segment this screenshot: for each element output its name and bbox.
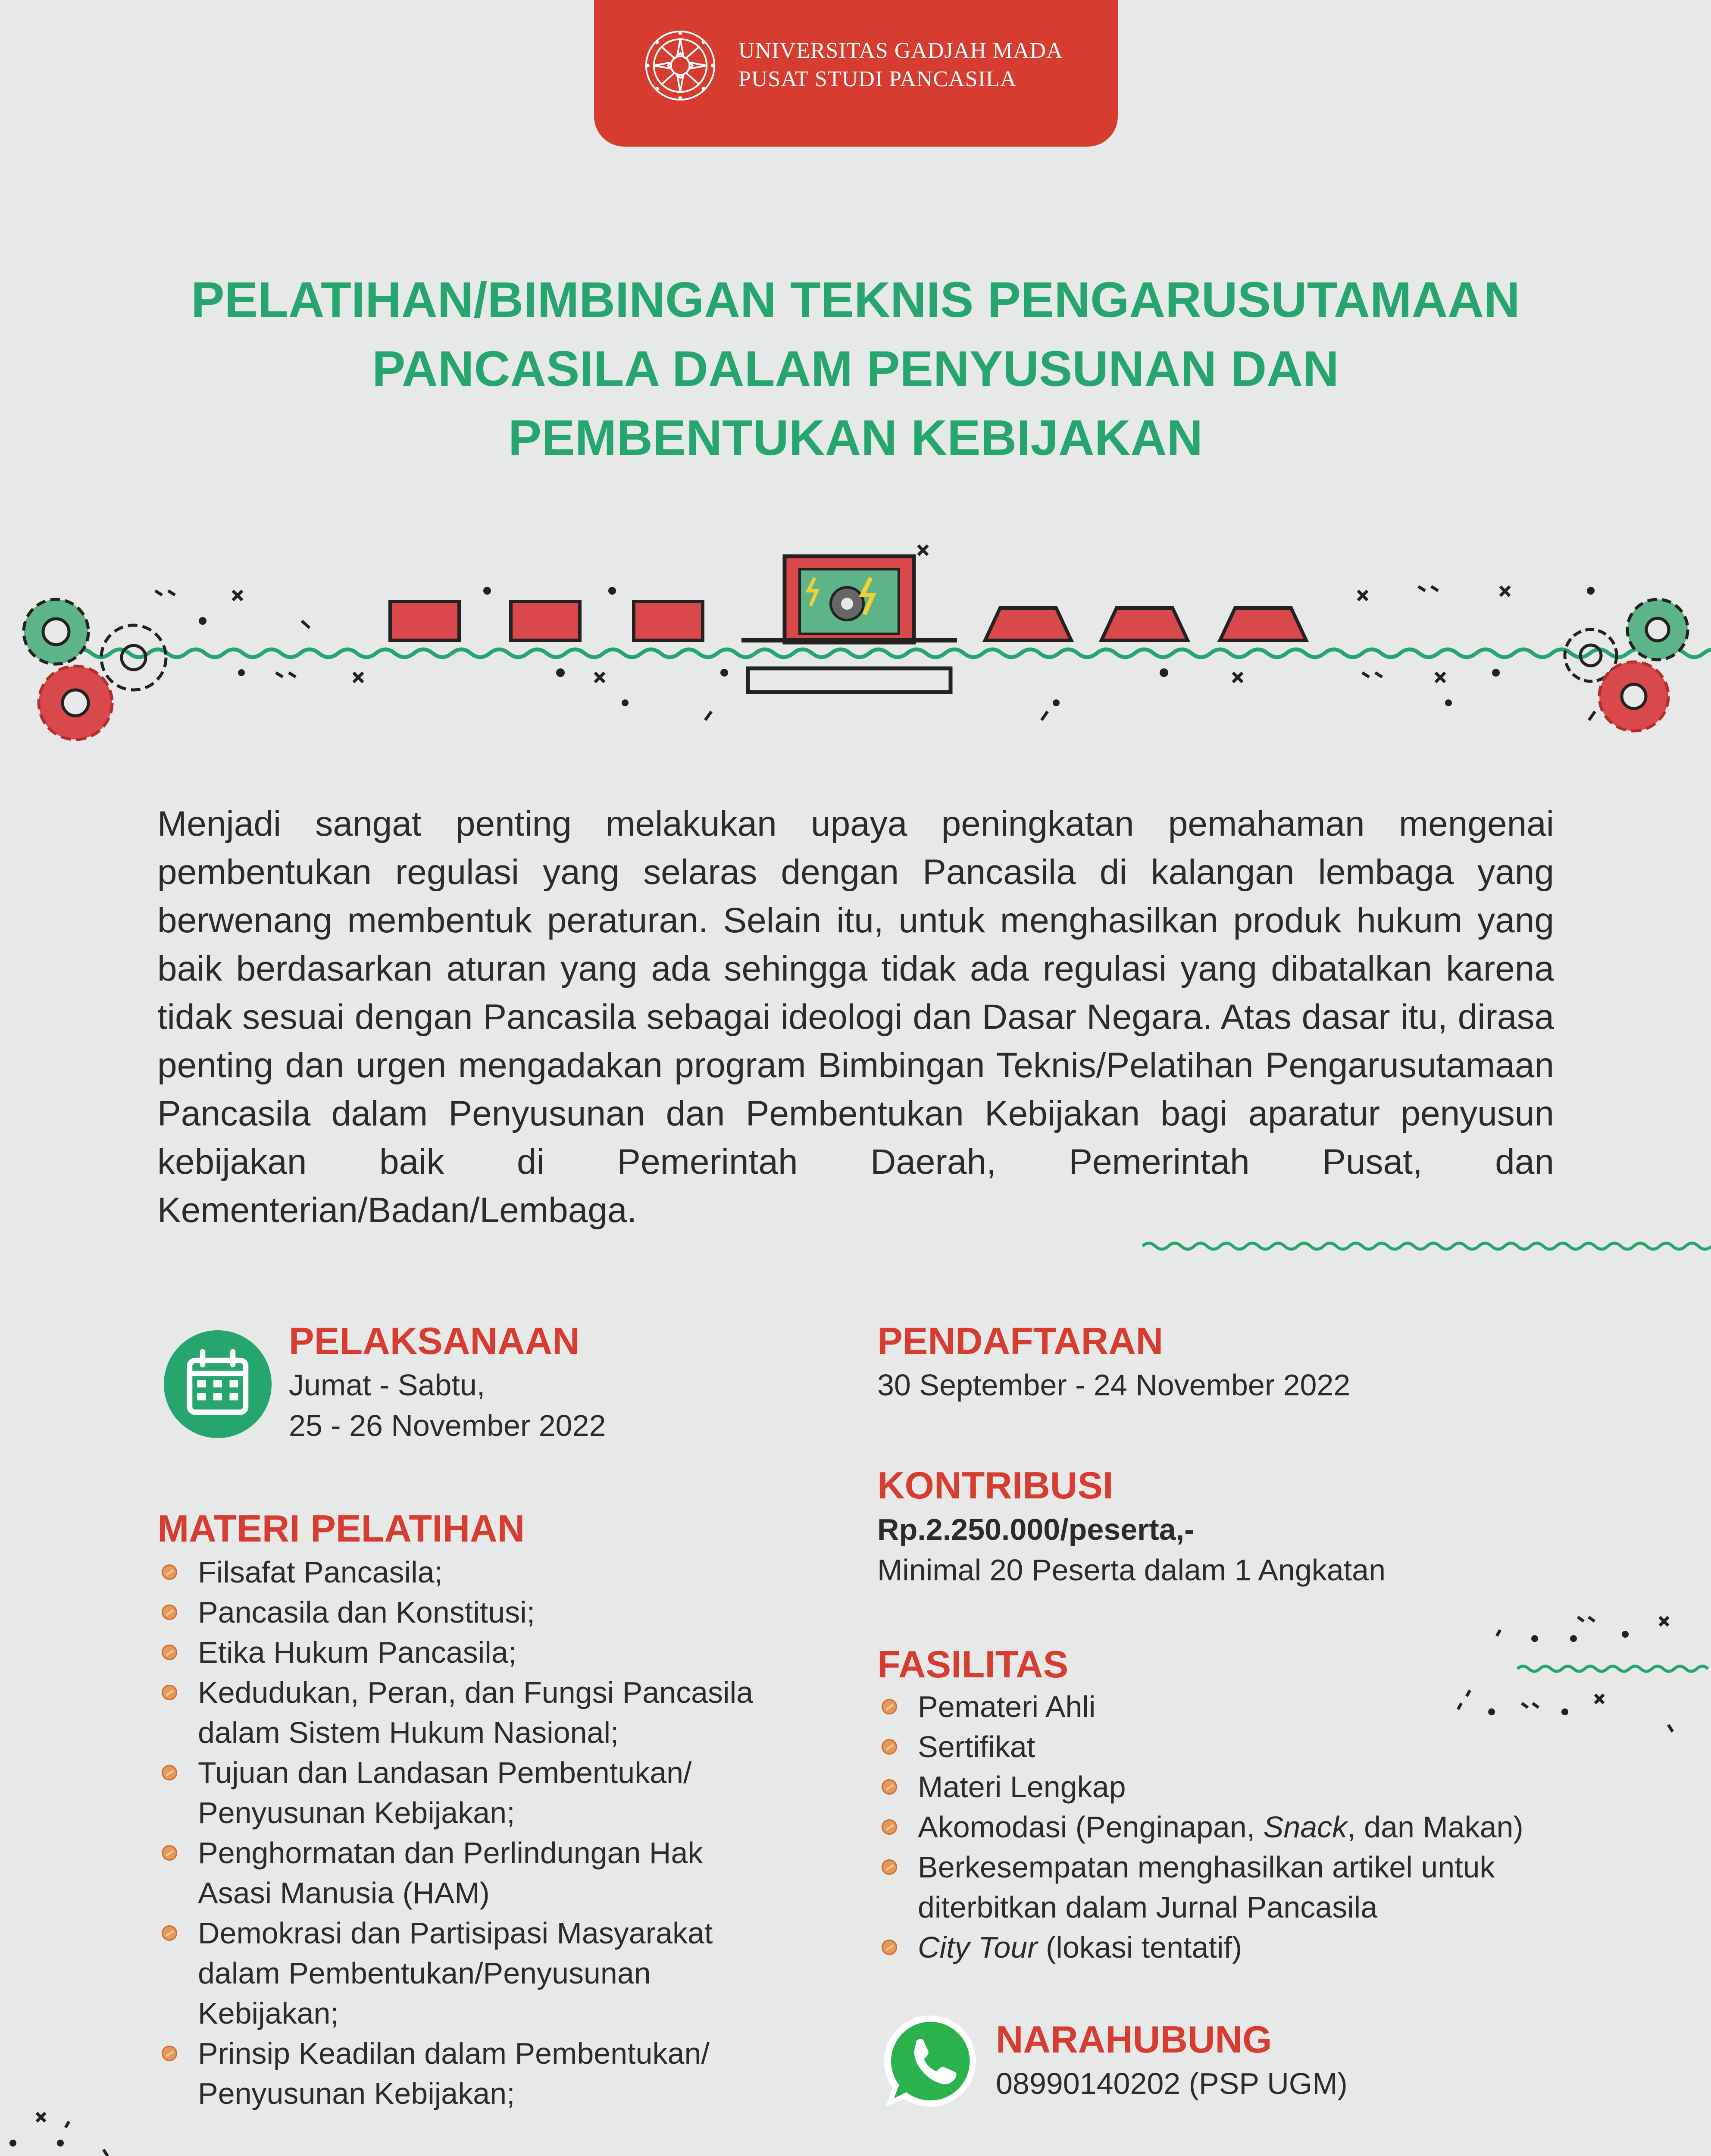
conveyor-illustration <box>0 530 1711 806</box>
fasilitas-item: Berkesempatan menghasilkan artikel untuk diterbitkan dalam Jurnal Pancasila <box>877 1847 1523 1927</box>
ugm-seal-icon <box>641 27 719 104</box>
materi-item: Filsafat Pancasila; <box>157 1552 753 1592</box>
header-tab <box>594 0 1118 147</box>
materi-item: Demokrasi dan Partisipasi Masyarakat dalam Pembentukan/Penyusunan Kebijakan; <box>157 1913 753 2034</box>
bullet-icon <box>882 1819 897 1835</box>
header-center-name: PUSAT STUDI PANCASILA <box>738 67 1017 91</box>
bullet-icon <box>162 1845 177 1861</box>
header-institution <box>738 37 1063 94</box>
fasilitas-item: Sertifikat <box>877 1727 1523 1767</box>
fasilitas-list <box>877 1687 1523 1968</box>
bullet-icon <box>162 1645 177 1660</box>
kontribusi-price: Rp.2.250.000/peserta,- <box>877 1513 1195 1546</box>
materi-item: Tujuan dan Landasan Pembentukan/ Penyusunan Kebijakan; <box>157 1753 753 1833</box>
gear-icon <box>1565 599 1688 731</box>
narahubung-phone: 08990140202 (PSP UGM) <box>996 2067 1348 2100</box>
decorative-marks <box>1436 1604 1711 1751</box>
pendaftaran-heading: PENDAFTARAN <box>877 1319 1164 1362</box>
pelaksanaan-dates: 25 - 26 November 2022 <box>289 1409 606 1442</box>
calendar-icon <box>164 1330 272 1438</box>
materi-item: Pancasila dan Konstitusi; <box>157 1592 753 1633</box>
bullet-icon <box>162 1564 177 1580</box>
materi-item: Etika Hukum Pancasila; <box>157 1633 753 1673</box>
fasilitas-item: Akomodasi (Penginapan, Snack, dan Makan) <box>877 1807 1523 1847</box>
decorative-marks <box>0 2096 586 2156</box>
fasilitas-heading: FASILITAS <box>877 1643 1069 1686</box>
machine-icon <box>741 556 957 692</box>
box-icon <box>390 602 703 640</box>
wavy-line <box>34 649 1711 657</box>
materi-item: Kedudukan, Peran, dan Fungsi Pancasila dalam Sistem Hukum Nasional; <box>157 1673 753 1753</box>
title-line-2: PANCASILA DALAM PENYUSUNAN DAN <box>372 341 1339 397</box>
fasilitas-item: Materi Lengkap <box>877 1767 1523 1807</box>
bullet-icon <box>882 1779 897 1795</box>
bullet-icon <box>162 2046 177 2061</box>
bullet-icon <box>882 1739 897 1755</box>
fasilitas-item: Pemateri Ahli <box>877 1687 1523 1727</box>
materi-list <box>157 1552 753 2114</box>
pendaftaran-dates: 30 September - 24 November 2022 <box>877 1368 1351 1402</box>
title-line-1: PELATIHAN/BIMBINGAN TEKNIS PENGARUSUTAMAAN <box>191 272 1520 328</box>
tray-icon <box>985 608 1306 640</box>
kontribusi-heading: KONTRIBUSI <box>877 1464 1114 1507</box>
title-line-3: PEMBENTUKAN KEBIJAKAN <box>508 410 1203 466</box>
wavy-line <box>1142 1235 1711 1257</box>
kontribusi-minimum: Minimal 20 Peserta dalam 1 Angkatan <box>877 1553 1386 1587</box>
whatsapp-icon <box>879 2009 983 2113</box>
bullet-icon <box>162 1765 177 1780</box>
bullet-icon <box>162 1685 177 1700</box>
pelaksanaan-heading: PELAKSANAAN <box>289 1319 580 1362</box>
bullet-icon <box>882 1859 897 1875</box>
header-university-name: UNIVERSITAS GADJAH MADA <box>738 38 1063 63</box>
materi-item: Penghormatan dan Perlindungan Hak Asasi Manusia (HAM) <box>157 1833 753 1913</box>
materi-item: Prinsip Keadilan dalam Pembentukan/ Penyusunan Kebijakan; <box>157 2034 753 2114</box>
narahubung-heading: NARAHUBUNG <box>996 2018 1272 2061</box>
intro-paragraph: Menjadi sangat penting melakukan upaya peningkatan pemahaman mengenai pembentukan regulasi yang selaras dengan Pancasila di kalangan lembaga yang berwenang membentuk peraturan. Selain itu, untuk menghasilkan produk hukum yang baik berdasarkan aturan yang ada sehingga tidak ada regulasi yang dibatalkan karena tidak sesuai dengan Pancasila sebagai ideologi dan Dasar Negara. Atas dasar itu, dirasa penting dan urgen mengadakan program Bimbingan Teknis/Pelatihan Pengarusutamaan Pancasila dalam Penyusunan dan Pembentukan Kebijakan bagi aparatur penyusun kebijakan baik di Pemerintah Daerah, Pemerintah Pusat, dan Kementerian/Badan/Lembaga. <box>157 804 1554 1230</box>
materi-heading: MATERI PELATIHAN <box>157 1507 525 1550</box>
gear-icon <box>24 599 166 740</box>
fasilitas-item: City Tour (lokasi tentatif) <box>877 1927 1523 1968</box>
bullet-icon <box>882 1699 897 1714</box>
bullet-icon <box>162 1604 177 1620</box>
page-title <box>0 265 1711 472</box>
pelaksanaan-days: Jumat - Sabtu, <box>289 1368 485 1402</box>
bullet-icon <box>882 1940 897 1955</box>
bullet-icon <box>162 1925 177 1941</box>
